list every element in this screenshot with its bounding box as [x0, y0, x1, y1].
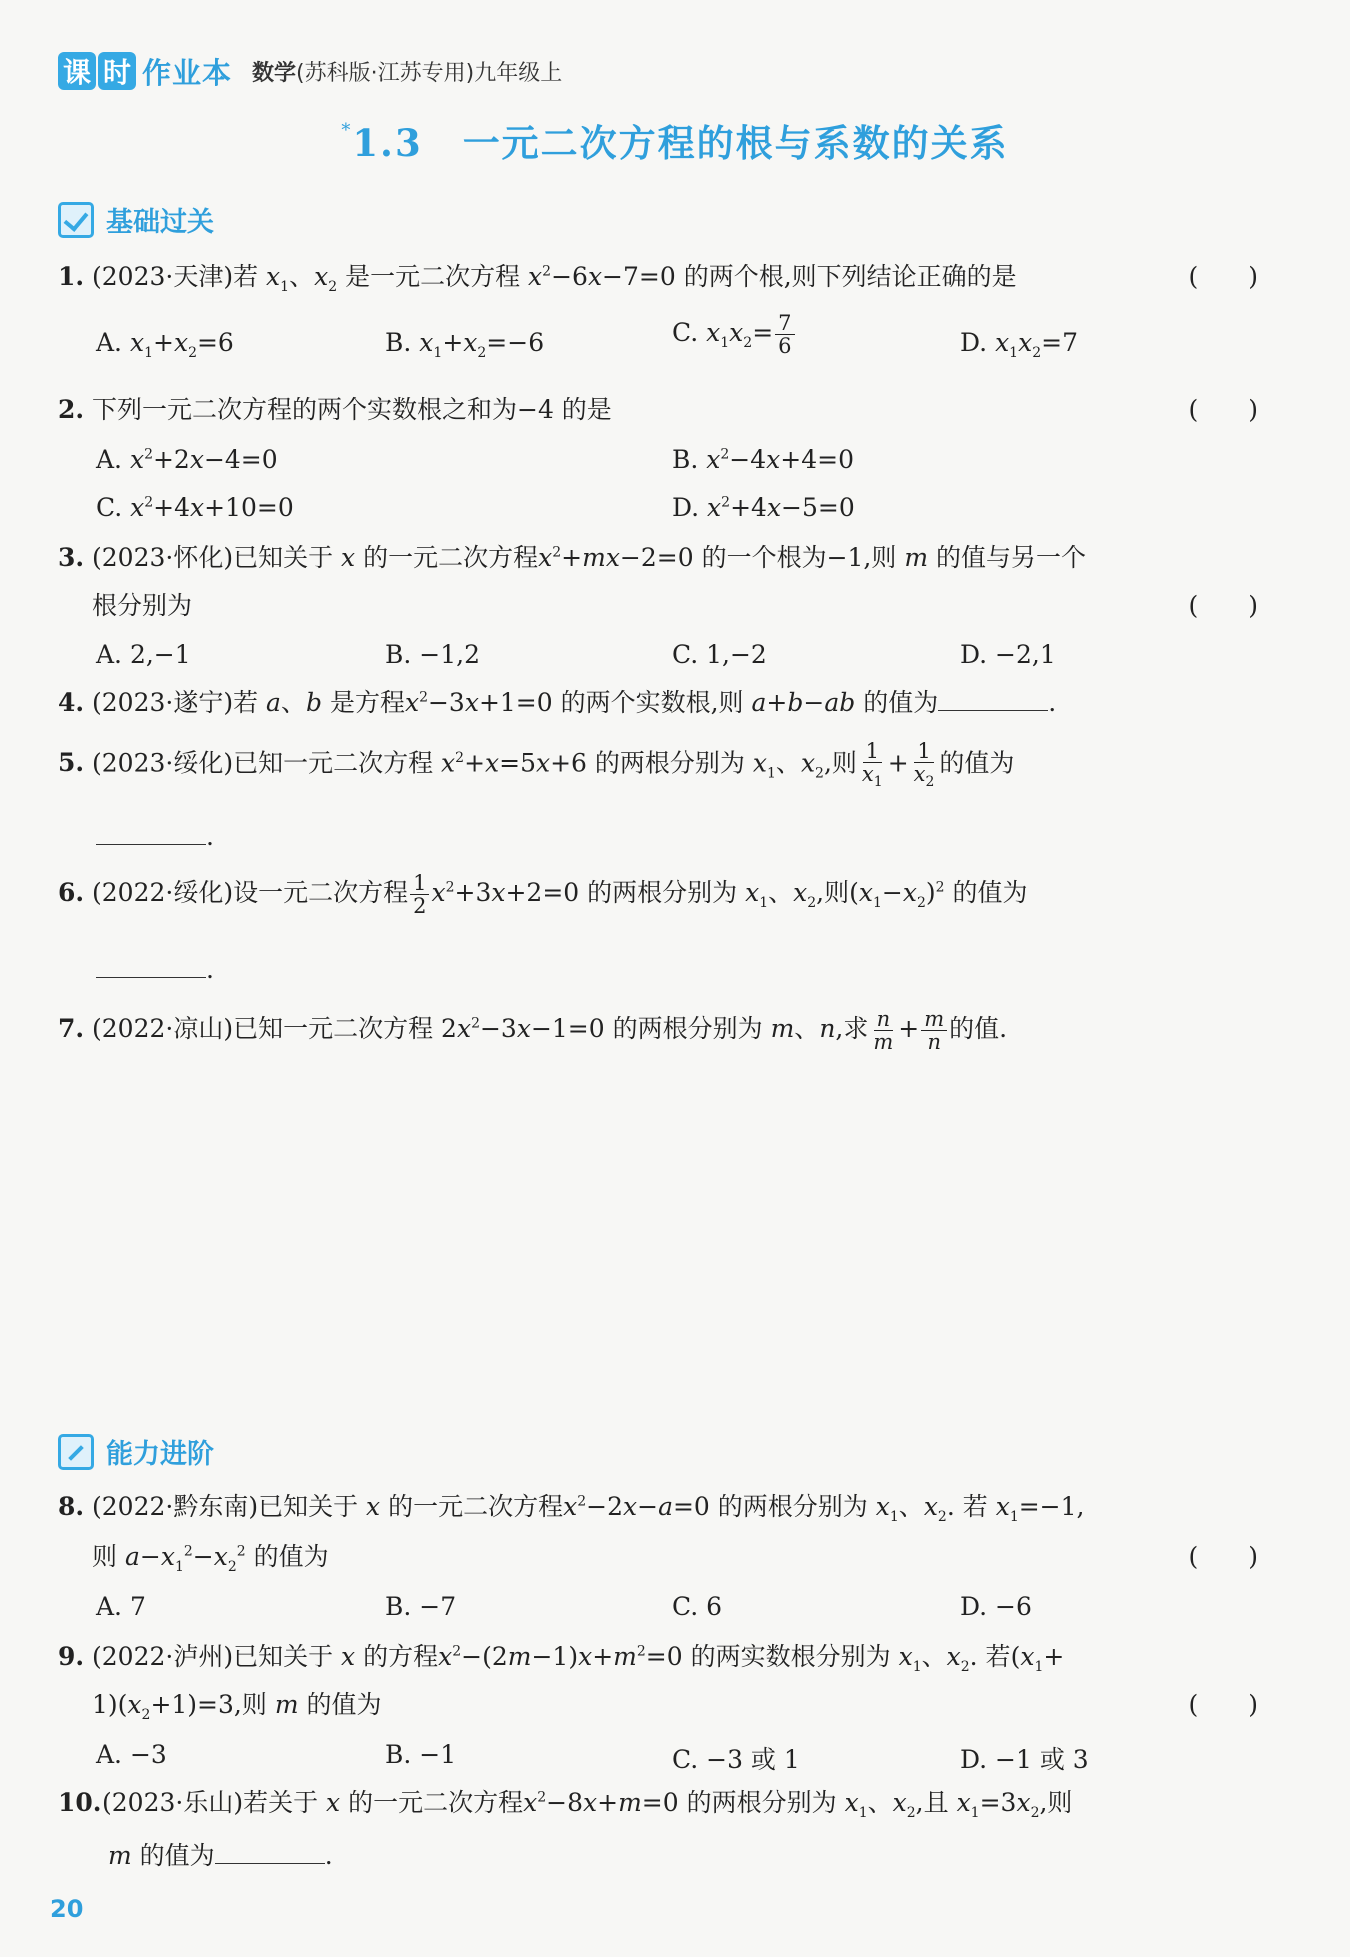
question-text: 已知关于	[233, 543, 334, 572]
question-text: 若	[233, 688, 259, 717]
logo-char-2: 时	[98, 52, 136, 90]
answer-paren: ( )	[1188, 1690, 1258, 1719]
answer-paren: ( )	[1188, 1542, 1258, 1571]
question-text: 若关于	[243, 1788, 319, 1817]
question-number: 10.	[58, 1788, 102, 1817]
question-4: 4. (2023·遂宁)若 a、b 是方程$x^2-3x+1=0$ 的两个实数根,则 a+b−ab 的值为 .	[58, 688, 1057, 717]
question-source: (2023·遂宁)	[92, 688, 234, 717]
question-3: 3. (2023·怀化)已知关于 x 的一元二次方程$x^2+mx-2=0$ 的一个根为−1,则 m 的值与另一个	[58, 543, 1087, 572]
question-text: 的值为	[939, 748, 1015, 778]
q8-option-c: C. 6	[672, 1592, 723, 1621]
question-text: ,则	[233, 1690, 267, 1719]
question-1: 1. (2023·天津)若 $x_1$、$x_2$ 是一元二次方程 $x^2-6x-7=0$ 的两个根,则下列结论正确的是 ( )	[58, 262, 1258, 295]
q2-option-c: C. $x^2+4x+10=0$	[96, 493, 294, 522]
section-basic-label: 基础过关	[106, 207, 214, 238]
question-text: 的值为	[306, 1690, 382, 1719]
q8-option-d: D. −6	[960, 1592, 1032, 1621]
question-6: 6. (2022·绥化)设一元二次方程 $\frac{1}{2}$ $x^2+3x+2=0$ 的两根分别为 $x_1$、$x_2$,则$(x_1-x_2)^2$ 的值为	[58, 871, 1028, 919]
question-8: 8. (2022·黔东南)已知关于 x 的一元二次方程$x^2-2x-a=0$ 的两根分别为 $x_1$、$x_2$. 若 $x_1=-1$,	[58, 1492, 1085, 1525]
question-number: 4.	[58, 688, 85, 717]
q9-option-b: B. −1	[385, 1740, 457, 1769]
question-text: 的值.	[949, 1014, 1008, 1044]
question-text: 的两个实数根,则	[560, 688, 744, 717]
question-source: (2023·怀化)	[92, 543, 234, 572]
question-text: 的一元二次方程	[348, 1788, 524, 1817]
q9-option-a: A. −3	[96, 1740, 167, 1769]
page-header	[58, 48, 562, 94]
question-source: (2023·绥化)	[92, 748, 234, 778]
q1-option-d: D. $x_1x_2=7$	[960, 328, 1078, 361]
question-text: . 若	[969, 1642, 1011, 1671]
question-text: ,则	[1039, 1788, 1073, 1817]
question-8-cont: 则 $a-x_1^2-x_2^2$ 的值为 ( )	[92, 1542, 1258, 1575]
question-9-cont: $1)(x_2+1)=3$,则 m 的值为 ( )	[92, 1690, 1258, 1723]
question-text: 下列一元二次方程的两个实数根之和为−4 的是	[92, 395, 612, 424]
page-title	[0, 113, 1350, 167]
question-text: 的两根分别为	[594, 748, 745, 778]
answer-blank[interactable]	[96, 955, 206, 978]
question-text: 的两个根,则下列结论正确的是	[683, 262, 1017, 291]
question-text: . 若	[946, 1492, 988, 1521]
question-source: (2023·天津)	[92, 262, 234, 291]
answer-paren: ( )	[1188, 395, 1258, 424]
question-text: 的值为	[863, 688, 939, 717]
question-3-cont	[58, 591, 1258, 621]
pencil-icon	[58, 1434, 94, 1470]
question-number: 9.	[58, 1642, 85, 1671]
question-text: 的值为	[139, 1841, 215, 1870]
q3-option-b: B. −1,2	[385, 640, 480, 669]
question-number: 1.	[58, 262, 85, 291]
q2-option-b: B. $x^2-4x+4=0$	[672, 445, 854, 474]
q3-option-d: D. −2,1	[960, 640, 1056, 669]
question-text: 的两根分别为	[587, 878, 738, 908]
title-star: *	[341, 120, 353, 141]
q3-option-c: C. 1,−2	[672, 640, 767, 669]
question-10: 10.(2023·乐山)若关于 x 的一元二次方程$x^2-8x+m=0$ 的两根分别为 $x_1$、$x_2$,且 $x_1=3x_2$,则	[58, 1788, 1073, 1821]
question-source: (2022·绥化)	[92, 878, 234, 908]
title-text: 一元二次方程的根与系数的关系	[462, 121, 1009, 165]
q6-answer-line: .	[96, 955, 214, 984]
q9-option-c: C. −3 或 1	[672, 1745, 800, 1774]
q1-option-b: B. $x_1+x_2=-6$	[385, 328, 545, 361]
question-number: 3.	[58, 543, 85, 572]
question-2	[58, 395, 1258, 425]
question-text: 的方程	[363, 1642, 439, 1671]
question-9: 9. (2022·泸州)已知关于 x 的方程$x^2-(2m-1)x+m^2=0$ 的两实数根分别为 $x_1$、$x_2$. 若($x_1+$	[58, 1642, 1065, 1675]
question-text: 的两根分别为	[686, 1788, 837, 1817]
page-number: 20	[50, 1895, 84, 1923]
q9-option-d: D. −1 或 3	[960, 1745, 1089, 1774]
question-text: 的两根分别为	[612, 1014, 763, 1044]
answer-paren: ( )	[1188, 591, 1258, 620]
question-number: 8.	[58, 1492, 85, 1521]
book-info	[252, 56, 562, 87]
logo	[58, 52, 138, 90]
section-basic	[58, 200, 214, 239]
question-number: 6.	[58, 878, 85, 908]
question-text: 的值为	[952, 878, 1028, 908]
question-text: 根分别为	[92, 591, 193, 620]
question-text: ,则	[823, 748, 857, 778]
book-subject: 数学	[252, 60, 297, 86]
question-text: 的一元二次方程	[388, 1492, 564, 1521]
question-text: 的一元二次方程	[363, 543, 539, 572]
question-text: 已知一元二次方程	[233, 748, 434, 778]
q3-option-a: A. 2,−1	[96, 640, 191, 669]
question-source: (2022·泸州)	[92, 1642, 234, 1671]
question-number: 7.	[58, 1014, 85, 1044]
question-number: 5.	[58, 748, 85, 778]
q8-option-b: B. −7	[385, 1592, 457, 1621]
q2-option-d: D. $x^2+4x-5=0$	[672, 493, 855, 522]
question-7: 7. (2022·凉山)已知一元二次方程 $2x^2-3x-1=0$ 的两根分别为 m、n,求 $\frac{n}{m}$ + $\frac{m}{n}$ 的值.	[58, 1007, 1008, 1055]
logo-char-1: 课	[58, 52, 96, 90]
question-text: 是方程	[329, 688, 405, 717]
answer-blank[interactable]	[96, 822, 206, 845]
question-text: 是一元二次方程	[345, 262, 521, 291]
q1-option-a: A. $x_1+x_2=6$	[96, 328, 234, 361]
question-text: 的一个根为−1,则	[701, 543, 897, 572]
question-text: 若	[233, 262, 259, 291]
question-source: (2022·黔东南)	[92, 1492, 259, 1521]
question-text: 设一元二次方程	[233, 878, 409, 908]
book-edition: (苏科版·江苏专用)九年级上	[296, 60, 563, 86]
q8-option-a: A. 7	[96, 1592, 146, 1621]
question-number: 2.	[58, 395, 85, 424]
answer-blank[interactable]	[215, 1841, 325, 1864]
question-text: 则	[92, 1542, 118, 1571]
question-text: ,则	[816, 878, 850, 908]
question-text: 的值与另一个	[936, 543, 1087, 572]
answer-paren: ( )	[1188, 262, 1258, 291]
question-source: (2022·凉山)	[92, 1014, 234, 1044]
section-advanced	[58, 1432, 214, 1471]
question-text: 的两根分别为	[717, 1492, 868, 1521]
question-text: ,求	[835, 1014, 869, 1044]
q5-answer-line: .	[96, 822, 214, 851]
section-advanced-label: 能力进阶	[106, 1439, 214, 1470]
logo-word: 作业本	[142, 55, 233, 90]
question-text: 的两实数根分别为	[690, 1642, 891, 1671]
title-number: 1.3	[352, 121, 423, 165]
answer-blank[interactable]	[938, 688, 1048, 711]
q1-option-c: C. $x_1x_2=$ $\frac{7}{6}$	[672, 312, 797, 357]
question-source: (2023·乐山)	[102, 1788, 244, 1817]
question-text: 已知关于	[233, 1642, 334, 1671]
checkbox-icon	[58, 202, 94, 238]
question-text: 已知一元二次方程	[233, 1014, 434, 1044]
question-10-cont: m 的值为 .	[108, 1841, 333, 1870]
q2-option-a: A. $x^2+2x-4=0$	[96, 445, 278, 474]
question-text: 已知关于	[258, 1492, 359, 1521]
question-text: ,且	[915, 1788, 949, 1817]
question-text: 的值为	[253, 1542, 329, 1571]
question-5: 5. (2023·绥化)已知一元二次方程 $x^2+x=5x+6$ 的两根分别为 $x_1$、$x_2$,则 $\frac{1}{x_1}$ + $\frac{1}{x_2}$ 的值为	[58, 739, 1015, 791]
